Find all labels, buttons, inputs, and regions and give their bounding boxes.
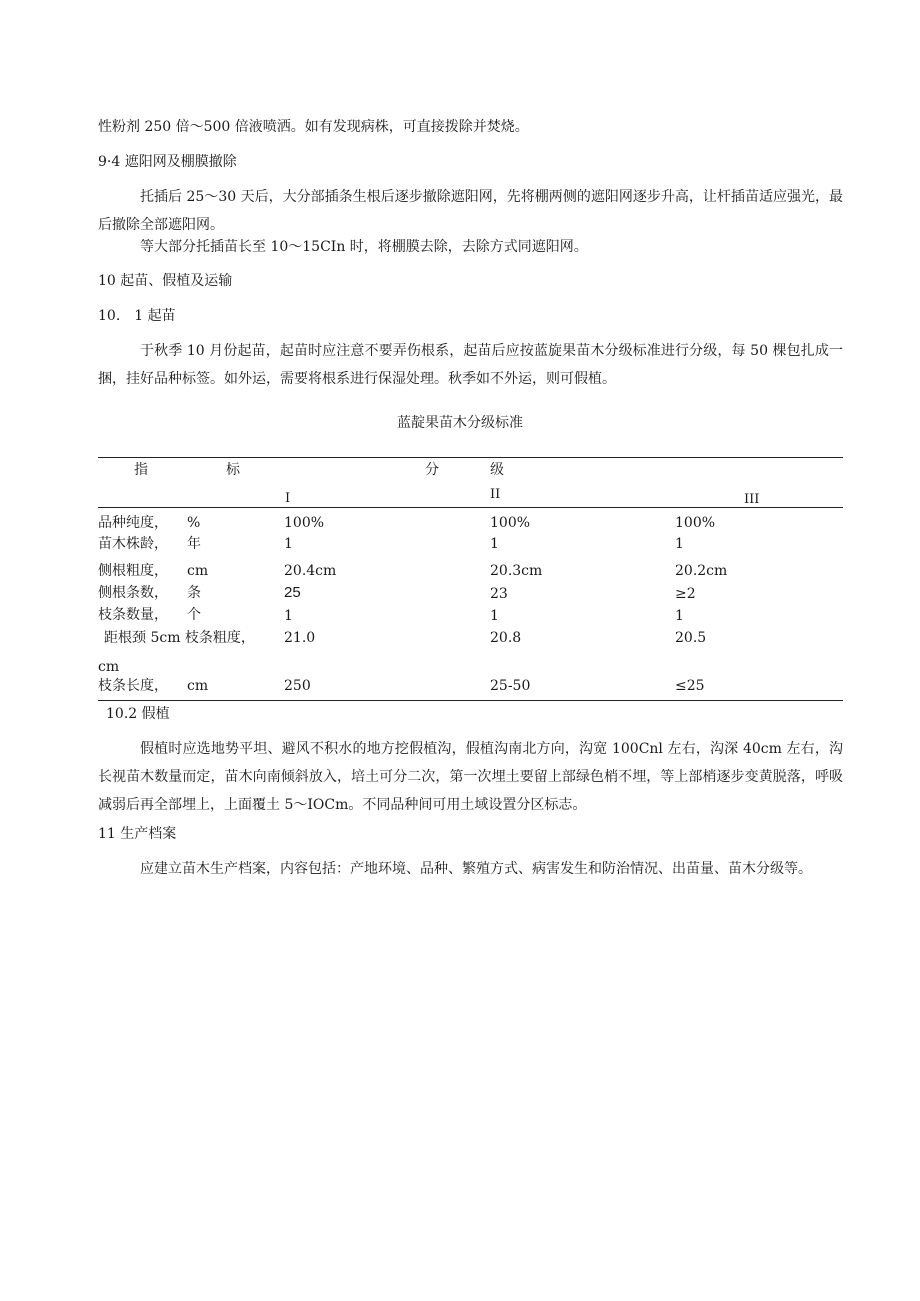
section-10-1-paragraph: 于秋季 10 月份起苗，起苗时应注意不要弄伤根系，起苗后应按蓝旋果苗木分级标准进行分级，每 50 棵包扎成一捆，挂好品种标签。如外运，需要将根系进行保湿处理。秋季如不外运，则可假植。	[98, 343, 843, 387]
table-bottom-rule	[98, 700, 843, 701]
row-grade-2: 100%	[490, 515, 531, 531]
section-10-2-paragraph: 假植时应选地势平坦、避风不积水的地方挖假植沟，假植沟南北方向，沟宽 100Cnl 左右，沟深 40cm 左右，沟长视苗木数量而定，苗木向南倾斜放入，培土可分二次，第一次埋土要留上部绿色梢不埋，等上部梢逐步变黄脱落，呼吸减弱后再全部埋上，上面覆土 5～IOCm。不同品种间可用土域设置分区标志。	[98, 741, 843, 813]
row-grade-3: 1	[675, 608, 684, 624]
row-grade-3: 100%	[675, 515, 716, 531]
section-10-heading: 10 起苗、假植及运输	[98, 273, 233, 289]
section-11-heading: 11 生产档案	[98, 826, 177, 842]
table-caption: 蓝靛果苗木分级标准	[397, 415, 523, 431]
grade-header-2: II	[490, 487, 501, 502]
table-header-rule	[98, 507, 843, 508]
row-name: 距根颈 5cm 枝条粗度，	[104, 630, 255, 646]
section-10-2-heading: 10.2 假植	[106, 706, 170, 722]
row-grade-2: 20.8	[490, 630, 522, 646]
row-grade-2: 25-50	[490, 678, 531, 694]
row-grade-2: 20.3cm	[490, 563, 543, 579]
section-10-1-heading: 10. 1 起苗	[98, 308, 176, 324]
row-unit: 年	[187, 536, 201, 552]
section-11-paragraph: 应建立苗木生产档案，内容包括：产地环境、品种、繁殖方式、病害发生和防治情况、出苗量、苗木分级等。	[140, 861, 812, 877]
table-top-rule	[98, 457, 843, 458]
row-name: 品种纯度，	[98, 515, 168, 531]
row-grade-2: 1	[490, 608, 499, 624]
section-9-4-heading: 9·4 遮阳网及棚膜撤除	[98, 154, 237, 170]
row-unit: cm	[187, 678, 209, 694]
row-grade-2: 1	[490, 536, 499, 552]
row-grade-3: ≥2	[675, 586, 696, 602]
row-grade-3: 20.5	[675, 630, 707, 646]
row-unit: 个	[187, 607, 201, 623]
row-unit: cm	[187, 563, 209, 579]
row-name: 侧根粗度，	[98, 563, 168, 579]
row-grade-3: 1	[675, 536, 684, 552]
header-index-char-2: 标	[226, 462, 240, 478]
row-name: 枝条数量，	[98, 607, 168, 623]
row-unit: %	[187, 515, 201, 531]
row-name: 枝条长度，	[98, 678, 168, 694]
row-name: 苗木株龄，	[98, 536, 168, 552]
row-grade-3: 20.2cm	[675, 563, 728, 579]
header-grade-char-1: 分	[425, 462, 439, 478]
row-grade-1: 20.4cm	[284, 563, 337, 579]
row-grade-3: ≤25	[675, 678, 705, 694]
row-grade-1: 100%	[284, 515, 325, 531]
row-grade-2: 23	[490, 586, 508, 602]
header-index-char-1: 指	[134, 462, 148, 478]
row-grade-1: 25	[284, 584, 301, 601]
header-grade-char-2: 级	[490, 462, 504, 478]
continued-text-line: 性粉剂 250 倍～500 倍液喷洒。如有发现病株，可直接拨除并焚烧。	[98, 119, 529, 135]
grade-header-3: III	[744, 492, 760, 507]
row-grade-1: 1	[284, 608, 293, 624]
section-9-4-paragraph-2: 等大部分托插苗长至 10～15CIn 时，将棚膜去除，去除方式同遮阳网。	[140, 239, 588, 255]
row-unit: 条	[187, 585, 201, 601]
row-name: 侧根条数，	[98, 585, 168, 601]
row-unit: cm	[98, 659, 120, 675]
section-9-4-paragraph-1: 托插后 25～30 天后，大分部插条生根后逐步撤除遮阳网，先将棚两侧的遮阳网逐步升高，让杆插苗适应强光，最后撤除全部遮阳网。	[98, 189, 843, 233]
row-grade-1: 250	[284, 678, 311, 694]
grade-header-1: I	[285, 491, 291, 506]
row-grade-1: 1	[284, 536, 293, 552]
row-grade-1: 21.0	[284, 630, 316, 646]
